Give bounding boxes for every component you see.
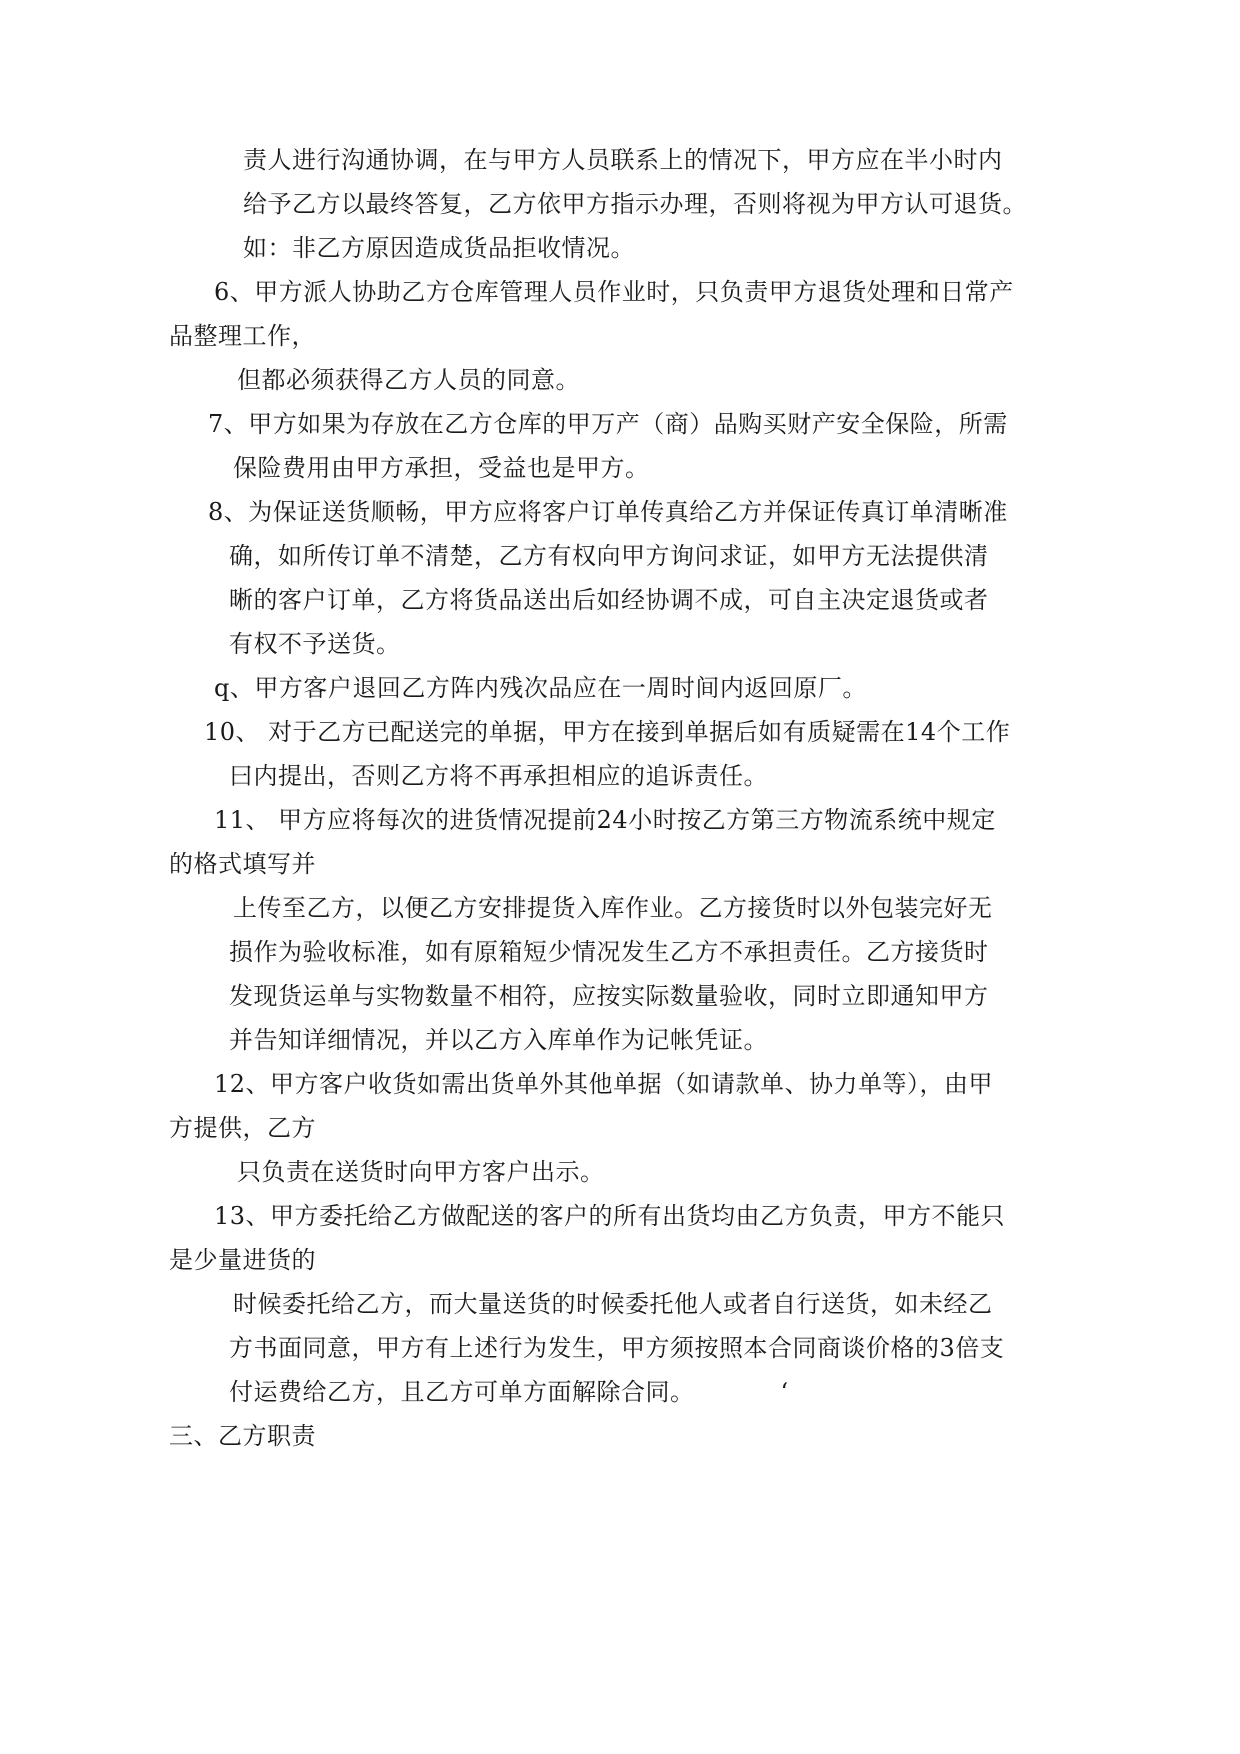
text-line-7: 7、甲方如果为存放在乙方仓库的甲万产（商）品购买财产安全保险，所需 <box>208 410 1008 438</box>
text-line-26: 是少量进货的 <box>169 1246 316 1274</box>
text-line-14: 10、 对于乙方已配送完的单据，甲方在接到单据后如有质疑需在14个工作 <box>204 718 1011 746</box>
text-line-4: 6、甲方派人协助乙方仓库管理人员作业时，只负责甲方退货处理和日常产 <box>214 278 1014 306</box>
text-line-15: 曰内提出，否则乙方将不再承担相应的追诉责任。 <box>229 762 768 790</box>
text-line-11: 晰的客户订单，乙方将货品送出后如经协调不成，可自主决定退货或者 <box>229 586 989 614</box>
text-line-3: 如：非乙方原因造成货品拒收情况。 <box>243 234 635 262</box>
section-heading: 三、乙方职责 <box>169 1422 316 1450</box>
text-line-12: 有权不予送货。 <box>229 630 401 658</box>
text-line-19: 损作为验收标准，如有原箱短少情况发生乙方不承担责任。乙方接货时 <box>229 938 989 966</box>
text-line-27: 时候委托给乙方，而大量送货的时候委托他人或者自行送货，如未经乙 <box>233 1290 993 1318</box>
text-line-5: 品整理工作， <box>169 322 316 350</box>
text-line-18: 上传至乙方，以便乙方安排提货入库作业。乙方接货时以外包装完好无 <box>233 894 993 922</box>
text-line-24: 只负责在送货时向甲方客户出示。 <box>237 1158 605 1186</box>
text-line-28: 方书面同意，甲方有上述行为发生，甲方须按照本合同商谈价格的3倍支 <box>229 1334 1005 1362</box>
text-line-8: 保险费用由甲方承担，受益也是甲方。 <box>233 454 650 482</box>
text-line-23: 方提供，乙方 <box>169 1114 316 1142</box>
text-line-1: 责人进行沟通协调，在与甲方人员联系上的情况下，甲方应在半小时内 <box>243 146 1003 174</box>
text-line-13: q、甲方客户退回乙方阵内残次品应在一周时间内返回原厂。 <box>214 674 867 702</box>
text-line-9: 8、为保证送货顺畅，甲方应将客户订单传真给乙方并保证传真订单清晰准 <box>208 498 1008 526</box>
text-line-25: 13、甲方委托给乙方做配送的客户的所有出货均由乙方负责，甲方不能只 <box>214 1202 1006 1230</box>
text-line-16: 11、 甲方应将每次的进货情况提前24小时按乙方第三方物流系统中规定 <box>214 806 996 834</box>
text-line-17: 的格式填写并 <box>169 850 316 878</box>
text-line-21: 并告知详细情况，并以乙方入库单作为记帐凭证。 <box>229 1026 768 1054</box>
text-line-10: 确，如所传订单不清楚，乙方有权向甲方询问求证，如甲方无法提供清 <box>229 542 989 570</box>
text-line-6: 但都必须获得乙方人员的同意。 <box>237 366 580 394</box>
text-line-20: 发现货运单与实物数量不相符，应按实际数量验收，同时立即通知甲方 <box>229 982 989 1010</box>
text-line-29: 付运费给乙方，且乙方可单方面解除合同。 ‘ <box>229 1378 789 1406</box>
text-line-2: 给予乙方以最终答复，乙方依甲方指示办理，否则将视为甲方认可退货。 <box>243 190 1027 218</box>
text-line-22: 12、甲方客户收货如需出货单外其他单据（如请款单、协力单等），由甲 <box>214 1070 994 1098</box>
